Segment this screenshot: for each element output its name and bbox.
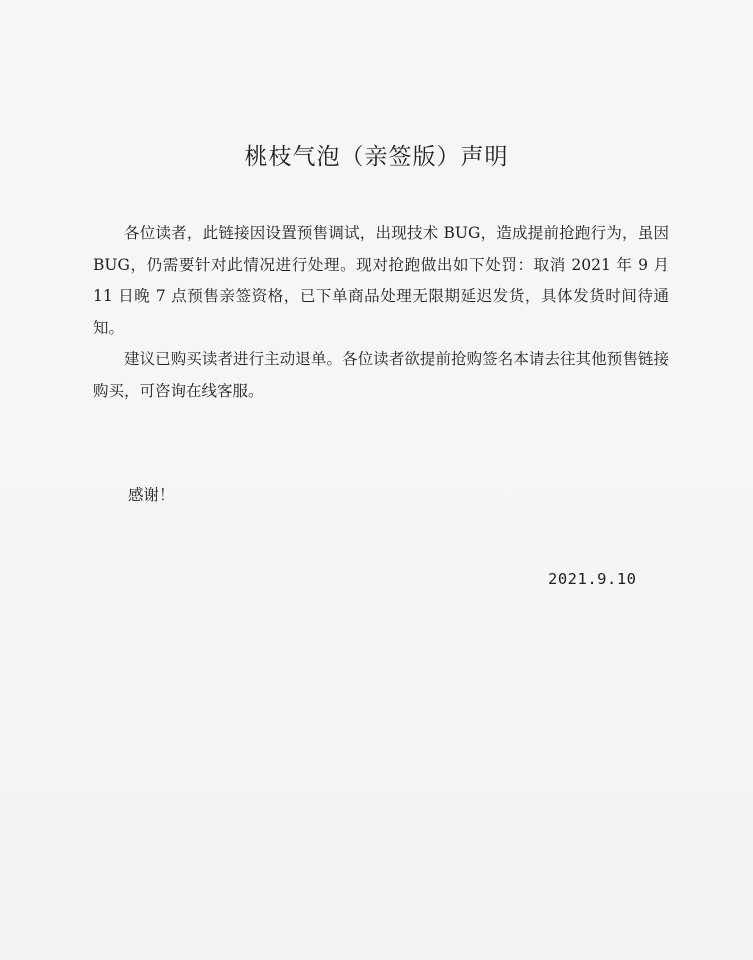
thanks-text: 感谢！ bbox=[128, 486, 175, 504]
document-body bbox=[93, 218, 669, 407]
document-date: 2021.9.10 bbox=[548, 570, 637, 588]
document-title: 桃枝气泡（亲签版）声明 bbox=[244, 144, 509, 170]
paragraph-notice: 各位读者，此链接因设置预售调试，出现技术 BUG，造成提前抢跑行为，虽因 BUG，仍需要针对此情况进行处理。现对抢跑做出如下处罚：取消 2021 年 9 月 11 日晚 7 点预售亲签资格，已下单商品处理无限期延迟发货，具体发货时间待通知。 bbox=[93, 224, 669, 337]
paragraph-suggestion: 建议已购买读者进行主动退单。各位读者欲提前抢购签名本请去往其他预售链接购买，可咨询在线客服。 bbox=[93, 350, 669, 400]
